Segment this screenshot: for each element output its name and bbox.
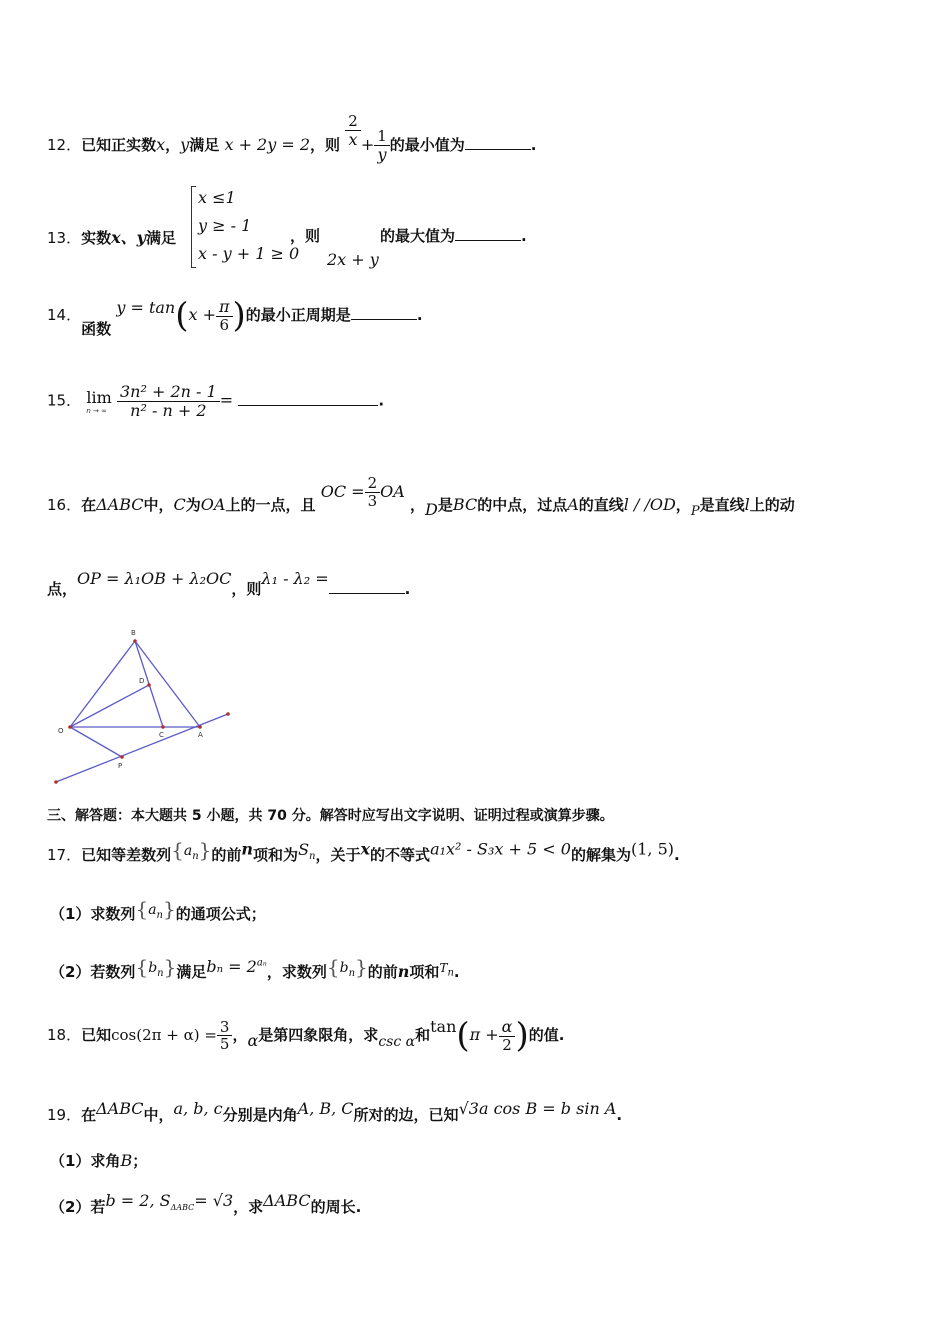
given-equation: √3a cos B = b sin A bbox=[458, 1099, 617, 1118]
question-15: 15． lim n → ∞ $\frac{\text{3n² + 2n - 1}}{\text{n² - n + 2}}$ = . bbox=[47, 382, 385, 420]
question-17: 17．已知等差数列$\{a_n\}$的前n项和为$S_n$，关于x的不等式a₁x² - S₃x + 5 < 0的解集为(1, 5). bbox=[47, 838, 680, 864]
question-13: 13．实数x、y满足 bbox=[47, 228, 176, 247]
segment-BA bbox=[135, 641, 200, 727]
answer-blank bbox=[329, 579, 405, 594]
label-P: P bbox=[118, 762, 123, 770]
question-14: 14．函数 y = tan(x + $\frac{\pi}{6}$ )的最小正周期是 . bbox=[47, 295, 423, 339]
question-19-part-1: （1）求角B； bbox=[50, 1151, 148, 1170]
section-heading: 三、解答题：本大题共 5 小题，共 70 分。解答时应写出文字说明、证明过程或演算步骤。 bbox=[47, 808, 614, 824]
question-17-part-1: （1）求数列$\{a_n\}$的通项公式； bbox=[50, 897, 266, 923]
point-B bbox=[133, 639, 137, 643]
limit-fraction: $\frac{\text{3n² + 2n - 1}}{\text{n² - n + 2}}$ bbox=[117, 383, 220, 419]
question-12: 12．已知正实数x，y满足 x + 2y = 2，则 $\frac{2}{x}$ + $\frac{1}{y}$ 的最小值为 . bbox=[47, 112, 537, 164]
point-C bbox=[161, 725, 165, 729]
answer-blank bbox=[238, 391, 378, 406]
objective-expression: 2x + y bbox=[327, 250, 379, 269]
label-B: B bbox=[131, 629, 136, 637]
inequality: a₁x² - S₃x + 5 < 0 bbox=[430, 839, 571, 859]
question-16: 16．在ΔABC中，C为OA上的一点，且 OC = $\frac{2}{3}$ OA ，D是BC的中点，过点A的直线l / /OD，P是直线l上的动 bbox=[47, 474, 795, 519]
answer-blank bbox=[351, 305, 417, 320]
line-l bbox=[56, 714, 228, 782]
point-start bbox=[54, 780, 58, 784]
segment-OB bbox=[70, 641, 135, 727]
label-D: D bbox=[139, 677, 145, 685]
point-A bbox=[198, 725, 202, 729]
question-19-part-2: （2）若b = 2, $S_{\Delta ABC}= √3$，求ΔABC的周长. bbox=[50, 1191, 362, 1216]
question-number: 12． bbox=[47, 136, 82, 155]
question-19: 19．在ΔABC中，a, b, c分别是内角A, B, C所对的边，已知√3a cos B = b sin A. bbox=[47, 1099, 623, 1124]
question-17-part-2: （2）若数列$\{b_n\}$满足$b_n = 2^{a_n}$，求数列$\{b_n\}$的前n项和$T_n$. bbox=[50, 955, 460, 981]
label-C: C bbox=[159, 731, 164, 739]
math-condition: x + 2y = 2 bbox=[224, 135, 311, 155]
system-brace bbox=[191, 186, 196, 268]
point-O bbox=[68, 725, 72, 729]
point-P bbox=[120, 755, 124, 759]
vector-equation: OP = λ₁OB + λ₂OC bbox=[77, 569, 232, 588]
question-18: 18．已知cos(2π + α) = $\frac{3}{5}$ ，α是第四象限角，求csc α和tan(π + $\frac{\alpha}{2}$ )的值. bbox=[47, 1015, 565, 1056]
fraction: $\frac{1}{y}$ bbox=[374, 128, 390, 163]
constraint-system: x ≤1 y ≥ - 1 x - y + 1 ≥ 0 bbox=[198, 188, 300, 263]
geometry-figure bbox=[50, 625, 250, 790]
fraction: $\frac{2}{x}$ bbox=[345, 113, 361, 148]
point-end bbox=[226, 712, 230, 716]
point-D bbox=[147, 683, 151, 687]
answer-blank bbox=[465, 135, 531, 150]
label-O: O bbox=[58, 727, 64, 735]
segment-OP bbox=[70, 727, 122, 757]
label-A: A bbox=[198, 731, 203, 739]
answer-blank bbox=[455, 226, 521, 241]
segment-OD bbox=[70, 685, 149, 727]
